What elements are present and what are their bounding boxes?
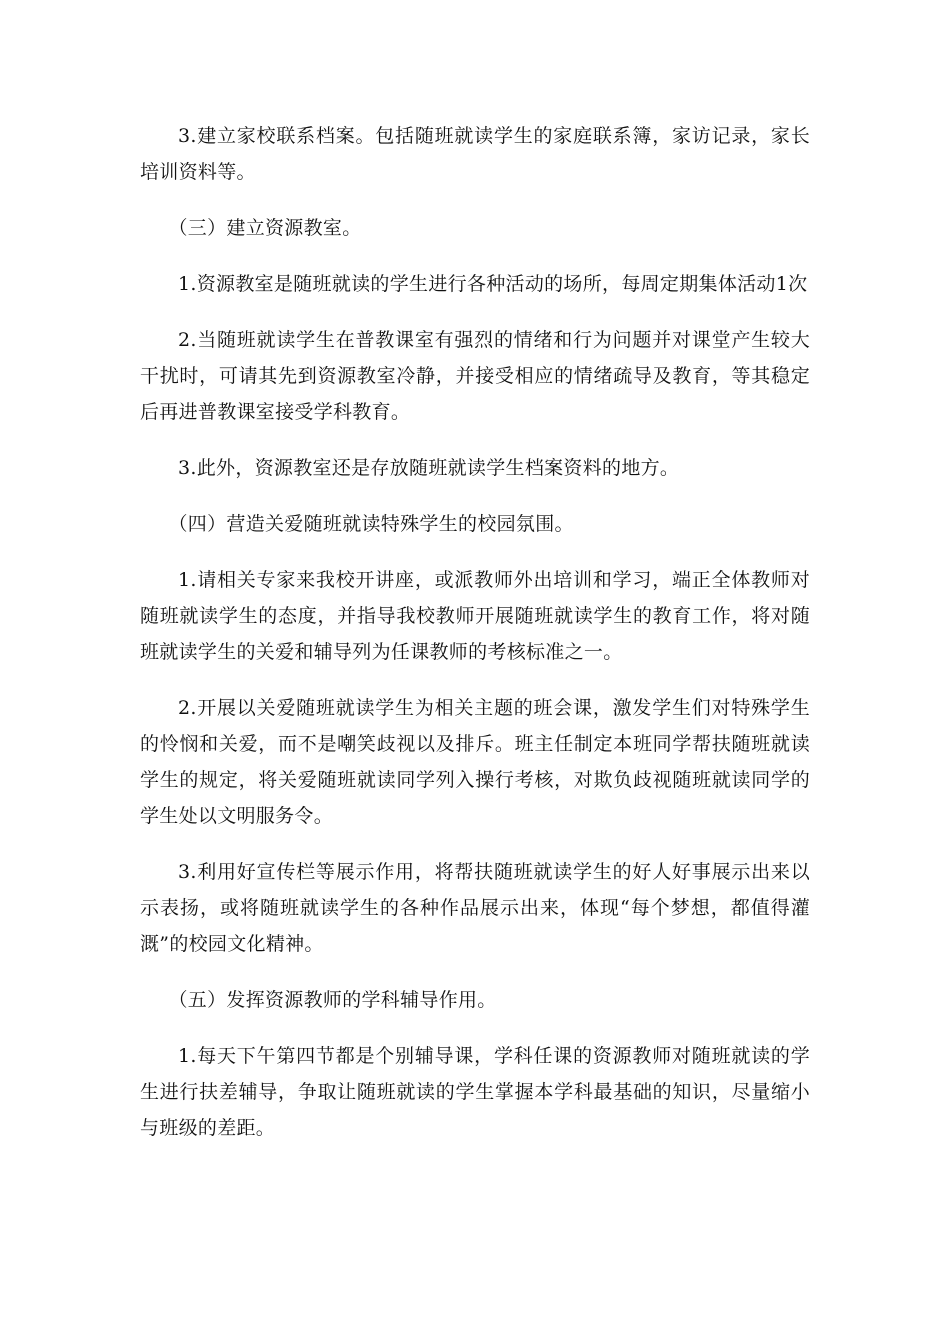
paragraph-home-school-archive: 3.建立家校联系档案。包括随班就读学生的家庭联系簿，家访记录，家长培训资料等。	[140, 125, 810, 183]
paragraph-expert-lectures: 1.请相关专家来我校开讲座，或派教师外出培训和学习，端正全体教师对随班就读学生的态度，并指导我校教师开展随班就读学生的教育工作，将对随班就读学生的关爱和辅导列为任课教师的考核标准之一。	[140, 569, 810, 663]
section-heading-resource-room: （三）建立资源教室。	[168, 217, 362, 239]
paragraph-class-meetings: 2.开展以关爱随班就读学生为相关主题的班会课，激发学生们对特殊学生的怜悯和关爱，而不是嘲笑歧视以及排斥。班主任制定本班同学帮扶随班就读学生的规定，将关爱随班就读同学列入操行考核，对欺负歧视随班就读同学的学生处以文明服务令。	[140, 697, 810, 827]
document-body	[140, 118, 810, 1166]
paragraph-individual-tutoring: 1.每天下午第四节都是个别辅导课，学科任课的资源教师对随班就读的学生进行扶差辅导，争取让随班就读的学生掌握本学科最基础的知识，尽量缩小与班级的差距。	[140, 1045, 810, 1139]
paragraph-bulletin-boards: 3.利用好宣传栏等展示作用，将帮扶随班就读学生的好人好事展示出来以示表扬，或将随班就读学生的各种作品展示出来，体现“每个梦想，都值得灌溉”的校园文化精神。	[140, 861, 810, 955]
paragraph-resource-room-activities: 1.资源教室是随班就读的学生进行各种活动的场所，每周定期集体活动1次	[178, 273, 808, 295]
section-heading-subject-tutoring: （五）发挥资源教师的学科辅导作用。	[168, 989, 497, 1011]
paragraph-resource-room-archive: 3.此外，资源教室还是存放随班就读学生档案资料的地方。	[178, 457, 680, 479]
section-heading-campus-atmosphere: （四）营造关爱随班就读特殊学生的校园氛围。	[168, 513, 574, 535]
paragraph-resource-room-calming: 2.当随班就读学生在普教课室有强烈的情绪和行为问题并对课堂产生较大干扰时，可请其先到资源教室冷静，并接受相应的情绪疏导及教育，等其稳定后再进普教课室接受学科教育。	[140, 329, 810, 423]
